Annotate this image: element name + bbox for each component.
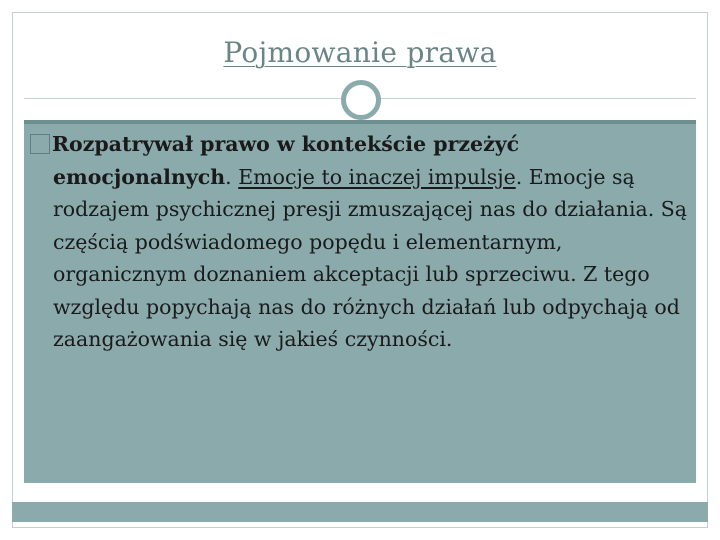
bullet-paragraph	[30, 128, 690, 356]
square-bullet-icon	[30, 134, 50, 154]
paragraph-body: Emocje są rodzajem psychicznej presji zmuszającej nas do działania. Są częścią podświadomego popędu i elementarnym, organicznym doznaniem akceptacji lub sprzeciwu. Z tego względu popychają nas do różnych działań lub odpychają od zaangażowania się w jakieś czynności.	[53, 164, 688, 351]
footer-band	[12, 502, 708, 522]
slide-title: Pojmowanie prawa	[223, 36, 497, 69]
circle-ornament-icon	[341, 80, 381, 120]
body-text	[30, 128, 690, 356]
paragraph-separator: .	[225, 164, 239, 189]
paragraph-separator: .	[515, 164, 529, 189]
paragraph-lead: Rozpatrywał prawo w kontekście przeżyć emocjonalnych	[52, 132, 520, 189]
paragraph-underlined: Emocje to inaczej impulsje	[238, 164, 516, 189]
